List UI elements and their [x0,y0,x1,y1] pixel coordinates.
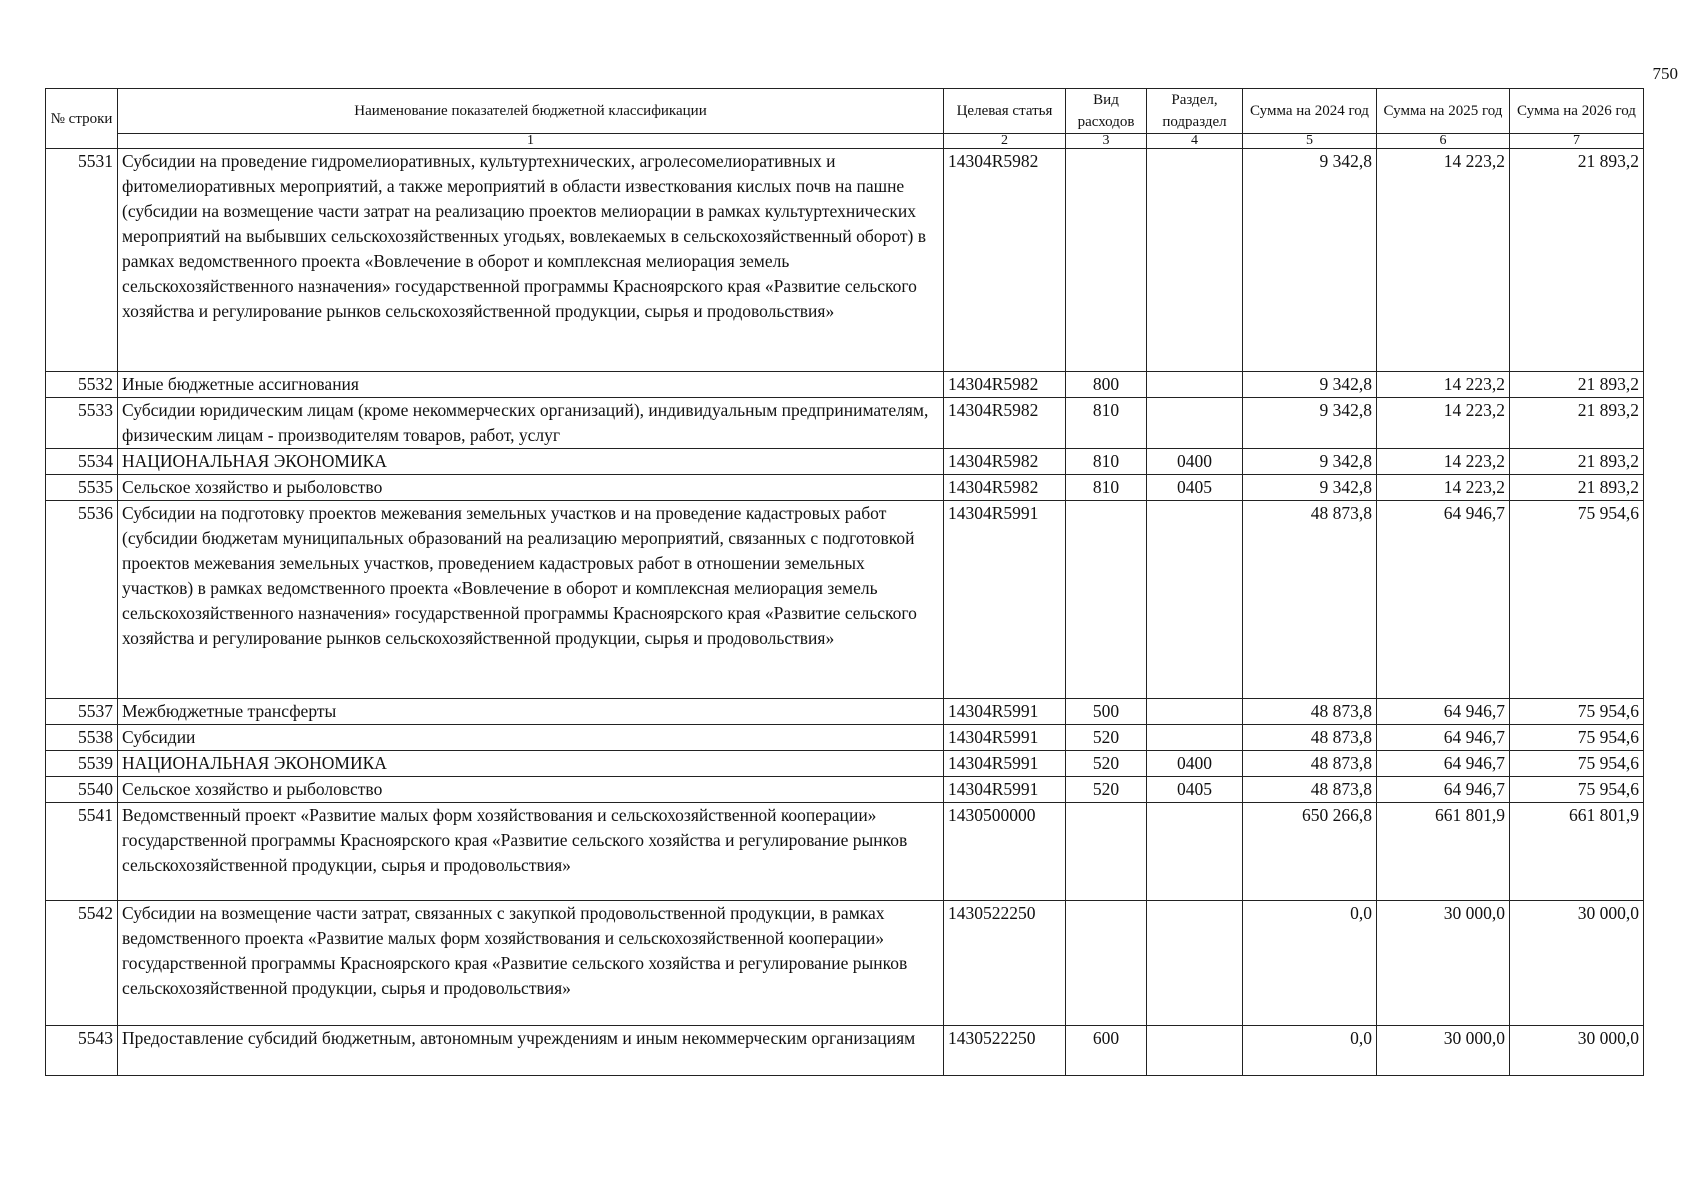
row-target-code: 14304R5982 [944,372,1066,398]
row-razdel [1147,1026,1243,1076]
row-sum-2025: 64 946,7 [1377,777,1510,803]
row-razdel [1147,901,1243,1026]
header-sum-2026: Сумма на 2026 год [1510,89,1644,134]
table-row [46,475,1644,501]
row-name: Сельское хозяйство и рыболовство [118,777,944,803]
row-sum-2026: 21 893,2 [1510,372,1644,398]
colnum-5: 5 [1243,134,1377,149]
row-number: 5539 [46,751,118,777]
row-target-code: 14304R5982 [944,475,1066,501]
row-target-code: 14304R5982 [944,398,1066,449]
row-vid: 810 [1066,475,1147,501]
row-target-code: 14304R5982 [944,449,1066,475]
row-vid: 520 [1066,751,1147,777]
row-number: 5541 [46,803,118,901]
row-sum-2026: 21 893,2 [1510,398,1644,449]
row-sum-2024: 9 342,8 [1243,372,1377,398]
row-name: Субсидии [118,725,944,751]
row-sum-2026: 75 954,6 [1510,725,1644,751]
colnum-2: 2 [944,134,1066,149]
row-sum-2025: 64 946,7 [1377,501,1510,699]
table-row [46,149,1644,372]
table-row [46,449,1644,475]
table-row [46,398,1644,449]
row-razdel [1147,699,1243,725]
colnum-1: 1 [118,134,944,149]
table-row [46,803,1644,901]
row-sum-2025: 30 000,0 [1377,1026,1510,1076]
row-sum-2024: 9 342,8 [1243,398,1377,449]
header-sum-2024: Сумма на 2024 год [1243,89,1377,134]
row-sum-2026: 21 893,2 [1510,475,1644,501]
row-razdel: 0405 [1147,777,1243,803]
row-sum-2025: 661 801,9 [1377,803,1510,901]
header-razdel: Раздел, подраздел [1147,89,1243,134]
row-vid [1066,501,1147,699]
row-razdel: 0400 [1147,751,1243,777]
row-name: НАЦИОНАЛЬНАЯ ЭКОНОМИКА [118,449,944,475]
table-row [46,751,1644,777]
row-name: Сельское хозяйство и рыболовство [118,475,944,501]
row-target-code: 14304R5991 [944,501,1066,699]
row-target-code: 1430522250 [944,1026,1066,1076]
row-sum-2025: 14 223,2 [1377,449,1510,475]
row-name: Предоставление субсидий бюджетным, автономным учреждениям и иным некоммерческим организациям [118,1026,944,1076]
row-vid: 800 [1066,372,1147,398]
row-sum-2026: 30 000,0 [1510,1026,1644,1076]
row-number: 5540 [46,777,118,803]
row-number: 5536 [46,501,118,699]
colnum-4: 4 [1147,134,1243,149]
row-number: 5534 [46,449,118,475]
row-vid: 810 [1066,449,1147,475]
row-name: Субсидии на проведение гидромелиоративных, культуртехнических, агролесомелиоративных и фитомелиоративных мероприятий, а также мероприятий в области известкования кислых почв на пашне (субсидии на возмещение части затрат на реализацию проектов мелиорации в рамках культуртехнических мероприятий на выбывших сельскохозяйственных угодьях, вовлекаемых в сельскохозяйственный оборот) в рамках ведомственного проекта «Вовлечение в оборот и комплексная мелиорация земель сельскохозяйственного назначения» государственной программы Красноярского края «Развитие сельского хозяйства и регулирование рынков сельскохозяйственной продукции, сырья и продовольствия» [118,149,944,372]
row-sum-2024: 0,0 [1243,1026,1377,1076]
row-sum-2024: 650 266,8 [1243,803,1377,901]
table-row [46,372,1644,398]
row-number: 5543 [46,1026,118,1076]
row-number: 5538 [46,725,118,751]
row-sum-2024: 9 342,8 [1243,149,1377,372]
row-vid: 500 [1066,699,1147,725]
row-razdel: 0405 [1147,475,1243,501]
row-sum-2025: 30 000,0 [1377,901,1510,1026]
row-name: Субсидии на подготовку проектов межевания земельных участков и на проведение кадастровых работ (субсидии бюджетам муниципальных образований на реализацию мероприятий, связанных с подготовкой проектов межевания земельных участков, проведением кадастровых работ в отношении земельных участков) в рамках ведомственного проекта «Вовлечение в оборот и комплексная мелиорация земель сельскохозяйственного назначения» государственной программы Красноярского края «Развитие сельского хозяйства и регулирование рынков сельскохозяйственной продукции, сырья и продовольствия» [118,501,944,699]
row-vid: 810 [1066,398,1147,449]
row-razdel [1147,398,1243,449]
row-vid: 600 [1066,1026,1147,1076]
row-number: 5532 [46,372,118,398]
row-vid: 520 [1066,725,1147,751]
colnum-3: 3 [1066,134,1147,149]
row-vid [1066,901,1147,1026]
budget-table [45,88,1644,1076]
row-sum-2025: 14 223,2 [1377,398,1510,449]
row-sum-2025: 64 946,7 [1377,751,1510,777]
row-vid [1066,149,1147,372]
row-number: 5533 [46,398,118,449]
row-sum-2024: 9 342,8 [1243,449,1377,475]
row-sum-2026: 21 893,2 [1510,449,1644,475]
row-sum-2026: 75 954,6 [1510,777,1644,803]
row-sum-2024: 48 873,8 [1243,777,1377,803]
row-razdel [1147,501,1243,699]
row-sum-2026: 75 954,6 [1510,751,1644,777]
row-razdel: 0400 [1147,449,1243,475]
row-razdel [1147,725,1243,751]
header-row-no: № строки [46,89,118,149]
page-number: 750 [1652,64,1678,83]
table-row [46,501,1644,699]
header-colnum-row [46,134,1644,149]
row-sum-2026: 661 801,9 [1510,803,1644,901]
row-target-code: 14304R5991 [944,725,1066,751]
row-sum-2024: 0,0 [1243,901,1377,1026]
row-name: Ведомственный проект «Развитие малых форм хозяйствования и сельскохозяйственной кооперации» государственной программы Красноярского края «Развитие сельского хозяйства и регулирование рынков сельскохозяйственной продукции, сырья и продовольствия» [118,803,944,901]
row-sum-2026: 30 000,0 [1510,901,1644,1026]
row-number: 5531 [46,149,118,372]
row-number: 5537 [46,699,118,725]
row-target-code: 14304R5982 [944,149,1066,372]
row-vid: 520 [1066,777,1147,803]
row-sum-2025: 14 223,2 [1377,372,1510,398]
row-target-code: 14304R5991 [944,699,1066,725]
colnum-6: 6 [1377,134,1510,149]
colnum-7: 7 [1510,134,1644,149]
table-row [46,901,1644,1026]
header-target: Целевая статья [944,89,1066,134]
row-razdel [1147,803,1243,901]
row-name: Субсидии юридическим лицам (кроме некоммерческих организаций), индивидуальным предпринимателям, физическим лицам - производителям товаров, работ, услуг [118,398,944,449]
row-number: 5535 [46,475,118,501]
row-sum-2026: 75 954,6 [1510,699,1644,725]
row-name: Межбюджетные трансферты [118,699,944,725]
row-target-code: 14304R5991 [944,751,1066,777]
header-name: Наименование показателей бюджетной классификации [118,89,944,134]
row-name: НАЦИОНАЛЬНАЯ ЭКОНОМИКА [118,751,944,777]
row-sum-2025: 14 223,2 [1377,149,1510,372]
row-target-code: 1430522250 [944,901,1066,1026]
header-sum-2025: Сумма на 2025 год [1377,89,1510,134]
row-sum-2025: 64 946,7 [1377,699,1510,725]
row-sum-2024: 48 873,8 [1243,501,1377,699]
row-sum-2024: 48 873,8 [1243,725,1377,751]
row-sum-2024: 48 873,8 [1243,751,1377,777]
row-sum-2026: 75 954,6 [1510,501,1644,699]
header-row [46,89,1644,134]
row-sum-2026: 21 893,2 [1510,149,1644,372]
row-sum-2024: 9 342,8 [1243,475,1377,501]
table-body [46,149,1644,1076]
row-sum-2025: 14 223,2 [1377,475,1510,501]
row-number: 5542 [46,901,118,1026]
row-razdel [1147,149,1243,372]
row-sum-2024: 48 873,8 [1243,699,1377,725]
row-name: Иные бюджетные ассигнования [118,372,944,398]
header-vid: Вид расходов [1066,89,1147,134]
row-vid [1066,803,1147,901]
row-sum-2025: 64 946,7 [1377,725,1510,751]
table-row [46,699,1644,725]
table-row [46,1026,1644,1076]
row-name: Субсидии на возмещение части затрат, связанных с закупкой продовольственной продукции, в рамках ведомственного проекта «Развитие малых форм хозяйствования и сельскохозяйственной кооперации» государственной программы Красноярского края «Развитие сельского хозяйства и регулирование рынков сельскохозяйственной продукции, сырья и продовольствия» [118,901,944,1026]
table-row [46,777,1644,803]
table-row [46,725,1644,751]
row-razdel [1147,372,1243,398]
row-target-code: 1430500000 [944,803,1066,901]
row-target-code: 14304R5991 [944,777,1066,803]
